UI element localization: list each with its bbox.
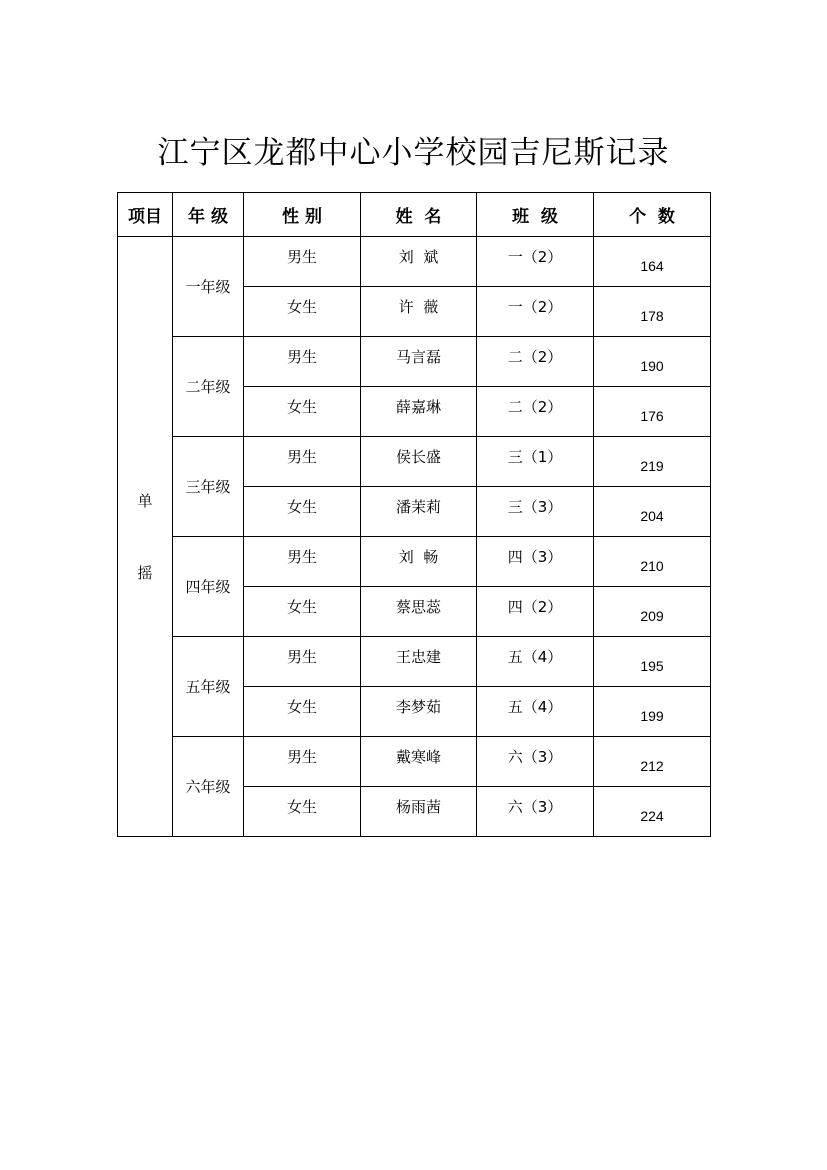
table-body <box>118 237 711 837</box>
gender-cell: 男生 <box>244 437 361 487</box>
count-cell: 190 <box>594 337 711 387</box>
count-cell: 209 <box>594 587 711 637</box>
gender-cell: 女生 <box>244 287 361 337</box>
gender-cell: 女生 <box>244 587 361 637</box>
item-char: 摇 <box>137 563 153 582</box>
header-name: 姓 名 <box>361 193 477 237</box>
name-cell: 蔡思蕊 <box>361 587 477 637</box>
class-cell: 二（2） <box>477 387 594 437</box>
class-cell: 五（4） <box>477 637 594 687</box>
table-row <box>118 537 711 587</box>
gender-cell: 男生 <box>244 637 361 687</box>
gender-cell: 男生 <box>244 537 361 587</box>
grade-cell: 一年级 <box>173 237 244 337</box>
class-cell: 一（2） <box>477 287 594 337</box>
gender-cell: 男生 <box>244 237 361 287</box>
grade-cell: 六年级 <box>173 737 244 837</box>
count-cell: 164 <box>594 237 711 287</box>
class-cell: 一（2） <box>477 237 594 287</box>
class-cell: 五（4） <box>477 687 594 737</box>
table-row <box>118 437 711 487</box>
class-cell: 二（2） <box>477 337 594 387</box>
count-cell: 199 <box>594 687 711 737</box>
grade-cell: 三年级 <box>173 437 244 537</box>
class-cell: 四（2） <box>477 587 594 637</box>
gender-cell: 男生 <box>244 337 361 387</box>
records-table <box>117 192 711 837</box>
header-count: 个 数 <box>594 193 711 237</box>
name-cell: 李梦茹 <box>361 687 477 737</box>
name-cell: 戴寒峰 <box>361 737 477 787</box>
table-row <box>118 637 711 687</box>
gender-cell: 女生 <box>244 487 361 537</box>
count-cell: 212 <box>594 737 711 787</box>
name-cell: 刘 畅 <box>361 537 477 587</box>
header-gender: 性 别 <box>244 193 361 237</box>
table-row <box>118 237 711 287</box>
table-row <box>118 737 711 787</box>
count-cell: 176 <box>594 387 711 437</box>
count-cell: 204 <box>594 487 711 537</box>
table-header-row <box>118 193 711 237</box>
item-cell <box>118 237 173 837</box>
name-cell: 潘茉莉 <box>361 487 477 537</box>
gender-cell: 男生 <box>244 737 361 787</box>
gender-cell: 女生 <box>244 787 361 837</box>
class-cell: 六（3） <box>477 787 594 837</box>
count-cell: 178 <box>594 287 711 337</box>
count-cell: 195 <box>594 637 711 687</box>
name-cell: 马言磊 <box>361 337 477 387</box>
name-cell: 刘 斌 <box>361 237 477 287</box>
header-grade: 年 级 <box>173 193 244 237</box>
grade-cell: 五年级 <box>173 637 244 737</box>
grade-cell: 四年级 <box>173 537 244 637</box>
class-cell: 三（1） <box>477 437 594 487</box>
count-cell: 210 <box>594 537 711 587</box>
gender-cell: 女生 <box>244 687 361 737</box>
header-class: 班 级 <box>477 193 594 237</box>
count-cell: 219 <box>594 437 711 487</box>
name-cell: 侯长盛 <box>361 437 477 487</box>
name-cell: 杨雨茜 <box>361 787 477 837</box>
class-cell: 六（3） <box>477 737 594 787</box>
header-item: 项目 <box>118 193 173 237</box>
table-row <box>118 337 711 387</box>
item-char: 单 <box>137 491 153 510</box>
grade-cell: 二年级 <box>173 337 244 437</box>
name-cell: 薛嘉琳 <box>361 387 477 437</box>
name-cell: 许 薇 <box>361 287 477 337</box>
page-title: 江宁区龙都中心小学校园吉尼斯记录 <box>157 135 670 171</box>
name-cell: 王忠建 <box>361 637 477 687</box>
count-cell: 224 <box>594 787 711 837</box>
class-cell: 四（3） <box>477 537 594 587</box>
class-cell: 三（3） <box>477 487 594 537</box>
gender-cell: 女生 <box>244 387 361 437</box>
